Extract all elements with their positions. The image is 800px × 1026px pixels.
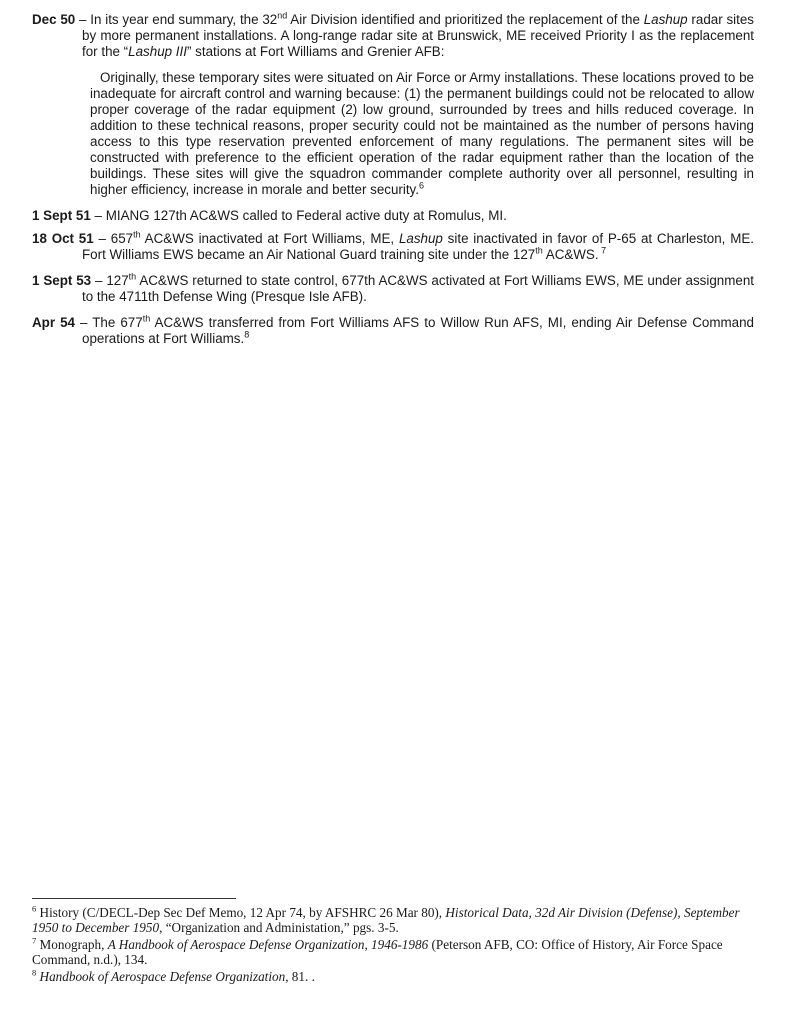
footnote-number: 7 <box>32 935 37 946</box>
entry-1-sept-51: 1 Sept 51 – MIANG 127th AC&WS called to Federal active duty at Romulus, MI. <box>32 208 507 223</box>
footnote-divider <box>32 898 236 899</box>
entry-date: 18 Oct 51 <box>32 231 94 246</box>
footnote-number: 8 <box>32 967 37 978</box>
superscript: th <box>133 229 141 240</box>
footnote-7: $^7$ Monograph, A Handbook of Aerospace Defense Organization, 1946-1986 (Peterson AFB, CO: Office of History, Air Force Space Command, n.d.), 134. <box>32 935 723 967</box>
footnote-number: 6 <box>32 903 37 914</box>
entry-dec-50: Dec 50 – In its year end summary, the 32nd Air Division identified and prioritized the replacement of the Lashup radar sites by more permanent installations. A long-range radar site at Brunswick, ME received Priority I as the replacement for the “Lashup III” stations at Fort Williams and Grenier AFB: <box>32 10 755 59</box>
footnote-8: $^8$ Handbook of Aerospace Defense Organization, 81. . <box>32 967 315 985</box>
entry-date: 1 Sept 51 <box>32 208 91 223</box>
superscript: nd <box>277 10 288 21</box>
footnotes <box>32 903 754 985</box>
entry-18-oct-51: 18 Oct 51 – 657th AC&WS inactivated at Fort Williams, ME, Lashup site inactivated in favor of P-65 at Charleston, ME. Fort Williams EWS became an Air National Guard training site under the 127th AC&WS. $^7$ <box>32 229 755 262</box>
entry-apr-54: Apr 54 – The 677th AC&WS transferred from Fort Williams AFS to Willow Run AFS, MI, ending Air Defense Command operations at Fort Williams.$^8$ <box>32 313 754 346</box>
footnote-ref: 8 <box>244 329 250 340</box>
superscript: th <box>535 245 543 256</box>
footnote-ref: 6 <box>418 180 424 191</box>
superscript: th <box>128 271 137 282</box>
source-title: Historical Data, 32d Air Division (Defense), September 1950 to December 1950 <box>32 905 740 935</box>
source-title: A Handbook of Aerospace Defense Organization, 1946-1986 <box>107 937 429 953</box>
entry-date: 1 Sept 53 <box>32 273 92 288</box>
superscript: th <box>142 313 151 324</box>
entry-date: Dec 50 <box>32 12 76 27</box>
footnote-ref: 7 <box>598 245 607 256</box>
footnote-6: $^6$ History (C/DECL-Dep Sec Def Memo, 12 Apr 74, by AFSHRC 26 Mar 80), Historical Data, 32d Air Division (Defense), September 1950 to December 1950, “Organization and Administation,” pgs. 3-5. <box>32 903 740 935</box>
chronology-entries <box>32 12 754 357</box>
entry-1-sept-53: 1 Sept 53 – 127th AC&WS returned to state control, 677th AC&WS activated at Fort Williams EWS, ME under assignment to the 4711th Defense Wing (Presque Isle AFB). <box>32 271 754 304</box>
source-title: Handbook of Aerospace Defense Organization <box>39 969 286 985</box>
entry-date: Apr 54 <box>32 315 75 330</box>
block-quote: Originally, these temporary sites were situated on Air Force or Army installations. These locations proved to be inadequate for aircraft control and warning because: (1) the permanent buildings could not be relocated to allow proper coverage of the radar equipment (2) low ground, surrounded by trees and hills reduced coverage. In addition to these technical reasons, proper security could not be maintained as the number of persons having access to this type reservation prevented enforcement of many regulations. The permanent sites will be constructed with preference to the efficient operation of the radar equipment rather than the location of the buildings. These sites will give the squadron commander complete authority over all personnel, resulting in higher efficiency, increase in morale and better security.$^6$ <box>90 70 754 197</box>
